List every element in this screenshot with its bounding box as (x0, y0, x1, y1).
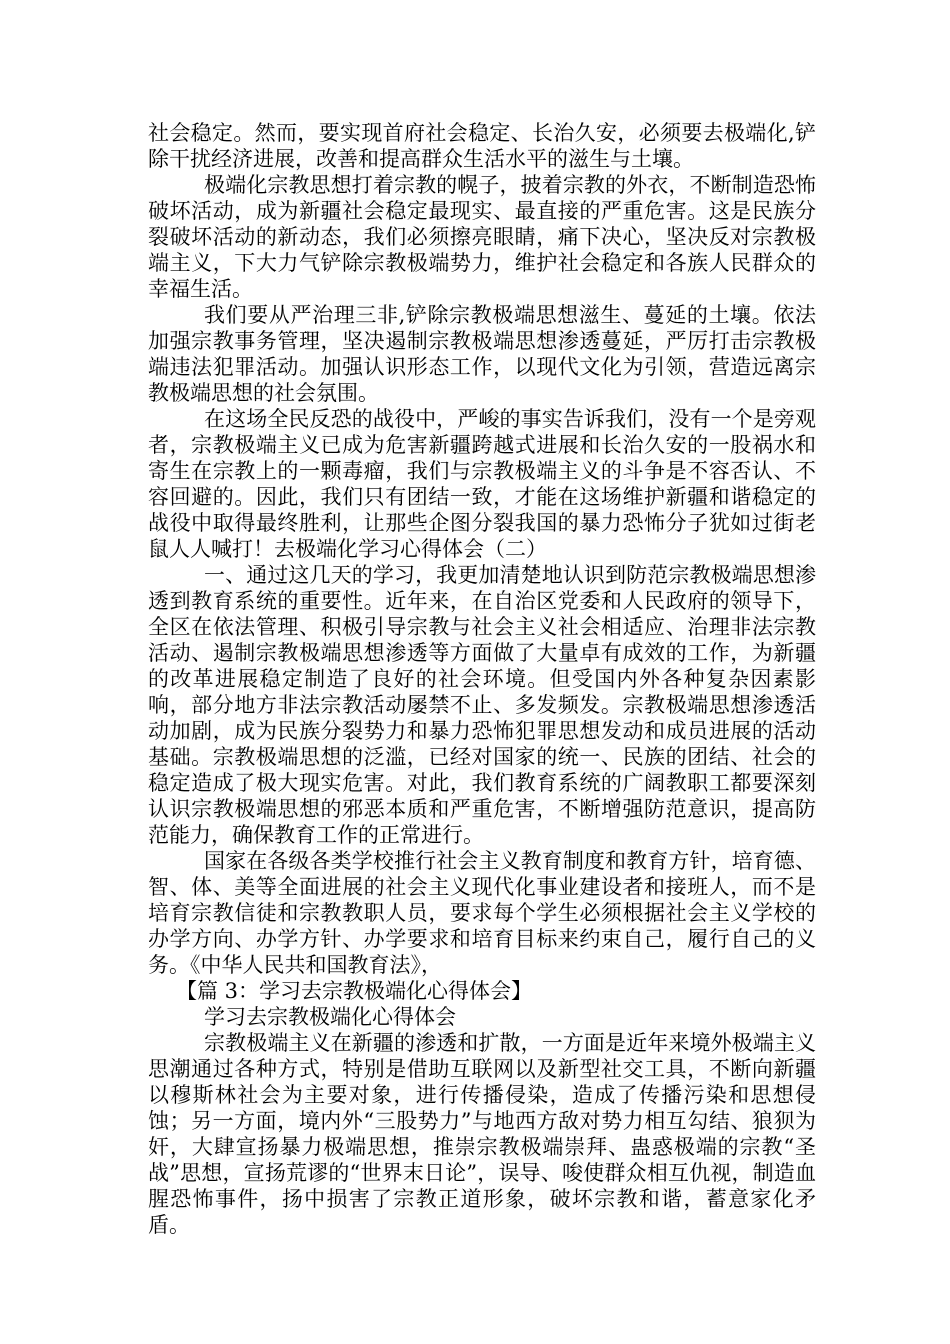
paragraph-continuation: 社会稳定。然而，要实现首府社会稳定、长治久安，必须要去极端化,铲除干扰经济进展，改善和提高群众生活水平的滋生与土壤。 (148, 121, 816, 171)
document-page (148, 120, 816, 1238)
article-title: 学习去宗教极端化心得体会 (204, 1005, 456, 1029)
paragraph: 在这场全民反恐的战役中，严峻的事实告诉我们，没有一个是旁观者，宗教极端主义已成为危害新疆跨越式进展和长治久安的一股祸水和寄生在宗教上的一颗毒瘤，我们与宗教极端主义的斗争是不容否认、不容回避的。因此，我们只有团结一致，才能在这场维护新疆和谐稳定的战役中取得最终胜利，让那些企图分裂我国的暴力恐怖分子犹如过街老鼠人人喊打！去极端化学习心得体会（二） (148, 407, 816, 561)
section-title: 【篇 3：学习去宗教极端化心得体会】 (176, 979, 533, 1003)
paragraph: 国家在各级各类学校推行社会主义教育制度和教育方针，培育德、智、体、美等全面进展的社会主义现代化事业建设者和接班人，而不是培育宗教信徒和宗教教职人员，要求每个学生必须根据社会主义学校的办学方向、办学方针、办学要求和培育目标来约束自己，履行自己的义务。《中华人民共和国教育法》， (148, 849, 816, 977)
paragraph: 一、通过这几天的学习，我更加清楚地认识到防范宗教极端思想渗透到教育系统的重要性。近年来，在自治区党委和人民政府的领导下，全区在依法管理、积极引导宗教与社会主义社会相适应、治理非法宗教活动、遏制宗教极端思想渗透等方面做了大量卓有成效的工作，为新疆的改革进展稳定制造了良好的社会环境。但受国内外各种复杂因素影响，部分地方非法宗教活动屡禁不止、多发频发。宗教极端思想渗透活动加剧，成为民族分裂势力和暴力恐怖犯罪思想发动和成员进展的活动基础。宗教极端思想的泛滥，已经对国家的统一、民族的团结、社会的稳定造成了极大现实危害。对此，我们教育系统的广阔教职工都要深刻认识宗教极端思想的邪恶本质和严重危害，不断增强防范意识，提高防范能力，确保教育工作的正常进行。 (148, 563, 816, 847)
paragraph: 宗教极端主义在新疆的渗透和扩散，一方面是近年来境外极端主义思潮通过各种方式，特别是借助互联网以及新型社交工具，不断向新疆以穆斯林社会为主要对象，进行传播侵染，造成了传播污染和思想侵蚀；另一方面，境内外“三股势力”与地西方敌对势力相互勾结、狼狈为奸，大肆宣扬暴力极端思想，推崇宗教极端崇拜、蛊惑极端的宗教“圣战”思想，宣扬荒谬的“世界末日论”，误导、唆使群众相互仇视，制造血腥恐怖事件，扬中损害了宗教正道形象，破坏宗教和谐，蓄意家化矛盾。 (148, 1031, 816, 1237)
paragraph: 极端化宗教思想打着宗教的幌子，披着宗教的外衣，不断制造恐怖破坏活动，成为新疆社会稳定最现实、最直接的严重危害。这是民族分裂破坏活动的新动态，我们必须擦亮眼睛，痛下决心，坚决反对宗教极端主义，下大力气铲除宗教极端势力，维护社会稳定和各族人民群众的幸福生活。 (148, 173, 816, 301)
paragraph: 我们要从严治理三非,铲除宗教极端思想滋生、蔓延的土壤。依法加强宗教事务管理，坚决遏制宗教极端思想渗透蔓延，严厉打击宗教极端违法犯罪活动。加强认识形态工作，以现代文化为引领，营造远离宗教极端思想的社会氛围。 (148, 303, 816, 405)
